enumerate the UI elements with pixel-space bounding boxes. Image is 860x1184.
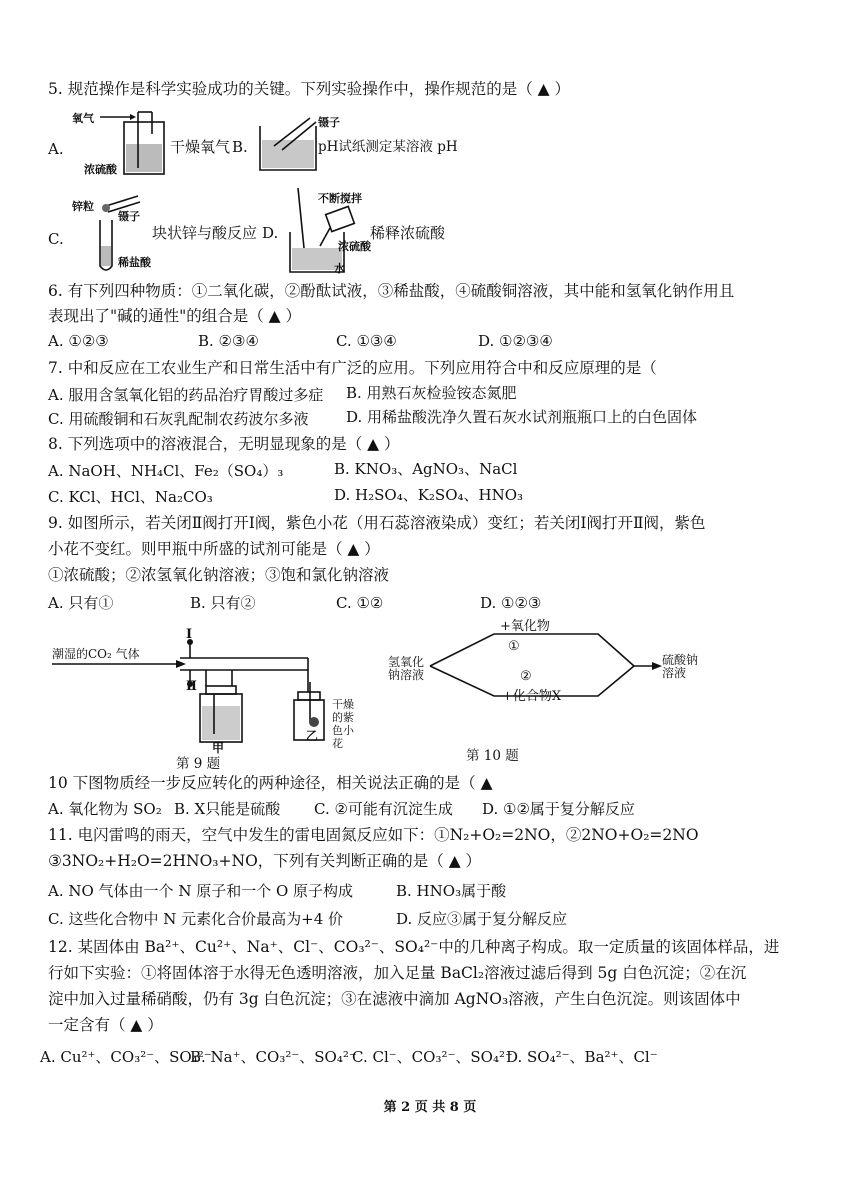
- q5-d-stir-label: 不断搅拌: [318, 192, 362, 205]
- q12-stem-line1: 12. 某固体由 Ba²⁺、Cu²⁺、Na⁺、Cl⁻、CO₃²⁻、SO₄²⁻中的几种离子构成。取一定质量的该固体样品，进: [48, 938, 780, 956]
- q12-option-a: A. Cu²⁺、CO₃²⁻、SO₄²⁻: [40, 1048, 212, 1066]
- fig9-bottle-yi: 乙: [306, 729, 319, 743]
- fig9-gas-label: 潮湿的CO₂ 气体: [52, 647, 140, 661]
- q7-option-a: A. 服用含氢氧化铝的药品治疗胃酸过多症: [48, 386, 324, 404]
- q5-option-a-letter: A.: [48, 140, 64, 158]
- q11-stem-line1: 11. 电闪雷鸣的雨天，空气中发生的雷电固氮反应如下：①N₂+O₂=2NO，②2NO+O₂=2NO: [48, 826, 699, 844]
- fig9-valve-1: Ⅰ: [186, 627, 193, 642]
- q11-option-a: A. NO 气体由一个 N 原子和一个 O 原子构成: [48, 882, 354, 900]
- q11-option-d: D. 反应③属于复分解反应: [396, 910, 568, 928]
- q10-option-c: C. ②可能有沉淀生成: [314, 800, 453, 818]
- q5-option-b-caption: pH试纸测定某溶液 pH: [318, 139, 458, 155]
- q9-option-d: D. ①②③: [480, 594, 542, 612]
- q12-stem-line3: 淀中加入过量稀硝酸，仍有 3g 白色沉淀；③在滤液中滴加 AgNO₃溶液，产生白色沉淀。则该固体中: [48, 990, 741, 1008]
- q9-stem-line2: 小花不变红。则甲瓶中所盛的试剂可能是（ ▲ ）: [48, 540, 380, 558]
- q5-a-gas-washing-bottle: [100, 108, 180, 180]
- q6-option-c: C. ①③④: [336, 332, 397, 350]
- q11-stem-line2: ③3NO₂+H₂O=2HNO₃+NO，下列有关判断正确的是（ ▲ ）: [48, 852, 482, 870]
- q5-option-c-letter: C.: [48, 230, 64, 248]
- page-number-footer: 第 2 页 共 8 页: [383, 1100, 477, 1115]
- q5-a-gas-label: 氧气: [72, 112, 94, 125]
- fig10-circle-2: ②: [520, 669, 532, 684]
- q10-option-b: B. X只能是硫酸: [174, 800, 281, 818]
- q6-stem-line1: 6. 有下列四种物质：①二氧化碳，②酚酞试液，③稀盐酸，④硫酸铜溶液，其中能和氢氧化钠作用且: [48, 282, 735, 300]
- q7-option-d: D. 用稀盐酸洗净久置石灰水试剂瓶瓶口上的白色固体: [346, 408, 698, 426]
- q7-stem: 7. 中和反应在工农业生产和日常生活中有广泛的应用。下列应用符合中和反应原理的是（: [48, 359, 657, 377]
- q6-option-b: B. ②③④: [198, 332, 259, 350]
- q9-option-b: B. 只有②: [190, 594, 256, 612]
- q5-c-zinc-label: 锌粒: [72, 200, 94, 213]
- q5-stem: 5. 规范操作是科学实验成功的关键。下列实验操作中，操作规范的是（ ▲ ）: [48, 80, 570, 98]
- fig9-bottle-jia: 甲: [212, 741, 225, 755]
- q5-d-water-label: 水: [334, 262, 345, 275]
- q9-stem-line1: 9. 如图所示，若关闭Ⅱ阀打开Ⅰ阀，紫色小花（用石蕊溶液染成）变红；若关闭Ⅰ阀打开Ⅱ阀，紫色: [48, 514, 706, 532]
- fig10-end-label: 硫酸钠溶液: [662, 653, 699, 680]
- q8-option-a: A. NaOH、NH₄Cl、Fe₂（SO₄）₃: [48, 462, 284, 480]
- q12-stem-line2: 行如下实验：①将固体溶于水得无色透明溶液，加入足量 BaCl₂溶液过滤后得到 5g 白色沉淀；②在沉: [48, 964, 747, 982]
- q6-option-d: D. ①②③④: [478, 332, 553, 350]
- q5-option-a-caption: 干燥氧气: [170, 138, 231, 156]
- q9-reagents: ①浓硫酸；②浓氢氧化钠溶液；③饱和氯化钠溶液: [48, 566, 390, 584]
- q5-option-d-caption: 稀释浓硫酸: [370, 224, 446, 242]
- fig9-flower-label: 干燥的紫色小花: [332, 698, 354, 750]
- q5-b-tool-label: 镊子: [318, 116, 340, 129]
- q10-option-a: A. 氧化物为 SO₂: [48, 800, 162, 818]
- q5-d-acid-label: 浓硫酸: [338, 240, 371, 253]
- q10-option-d: D. ①②属于复分解反应: [482, 800, 635, 818]
- q8-option-d: D. H₂SO₄、K₂SO₄、HNO₃: [334, 486, 524, 504]
- q5-option-b-letter: B.: [232, 138, 248, 156]
- q5-b-beaker-ph-test: [254, 112, 324, 174]
- q5-option-c-caption: 块状锌与酸反应: [152, 224, 258, 242]
- fig10-start-label: 氢氧化钠溶液: [388, 655, 425, 682]
- q12-option-c: C. Cl⁻、CO₃²⁻、SO₄²⁻: [352, 1048, 513, 1066]
- q11-option-b: B. HNO₃属于酸: [396, 882, 507, 900]
- q12-option-d: D. SO₄²⁻、Ba²⁺、Cl⁻: [506, 1048, 658, 1066]
- q12-option-b: B. Na⁺、CO₃²⁻、SO₄²⁻: [190, 1048, 357, 1066]
- q8-stem: 8. 下列选项中的溶液混合，无明显现象的是（ ▲ ）: [48, 435, 400, 453]
- fig10-top-label: +氧化物: [500, 619, 550, 634]
- q8-option-c: C. KCl、HCl、Na₂CO₃: [48, 488, 213, 506]
- q5-a-acid-label: 浓硫酸: [84, 163, 117, 176]
- fig10-circle-1: ①: [508, 639, 520, 654]
- q12-stem-line4: 一定含有（ ▲ ）: [48, 1016, 163, 1034]
- q8-option-b: B. KNO₃、AgNO₃、NaCl: [334, 460, 518, 478]
- q5-c-acid-label: 稀盐酸: [118, 256, 151, 269]
- fig9-valve-2: Ⅱ: [186, 679, 197, 694]
- q6-stem-line2: 表现出了"碱的通性"的组合是（ ▲ ）: [48, 307, 302, 325]
- fig9-caption: 第 9 题: [176, 756, 221, 772]
- fig9-apparatus: [48, 622, 348, 748]
- q10-stem: 10 下图物质经一步反应转化的两种途径，相关说法正确的是（ ▲: [48, 774, 493, 792]
- q9-option-a: A. 只有①: [48, 594, 114, 612]
- q5-d-dilution-beaker: [284, 188, 364, 278]
- fig10-caption: 第 10 题: [466, 748, 519, 764]
- q9-option-c: C. ①②: [336, 594, 384, 612]
- q6-option-a: A. ①②③: [48, 332, 109, 350]
- q11-option-c: C. 这些化合物中 N 元素化合价最高为+4 价: [48, 910, 344, 928]
- q7-option-b: B. 用熟石灰检验铵态氮肥: [346, 384, 517, 402]
- fig10-bottom-label: +化合物X: [502, 689, 562, 704]
- q7-option-c: C. 用硫酸铜和石灰乳配制农药波尔多液: [48, 410, 309, 428]
- q5-option-d-letter: D.: [262, 224, 279, 242]
- q5-c-tool-label: 镊子: [118, 210, 140, 223]
